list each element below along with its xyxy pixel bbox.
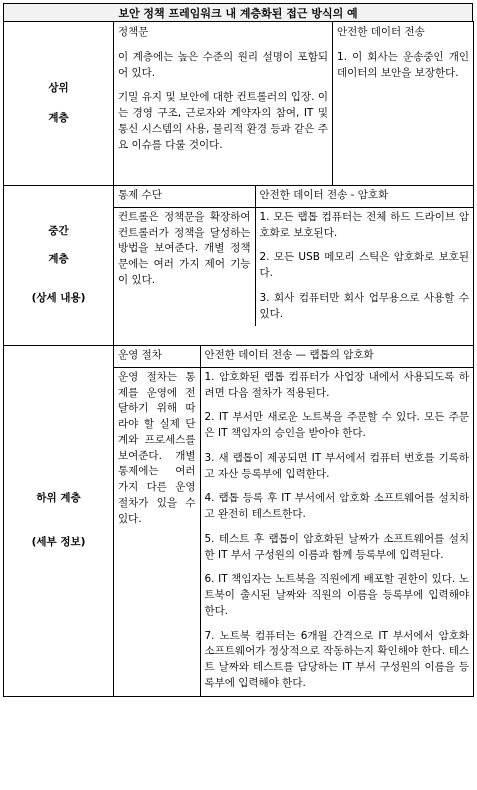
cell-heading: 안전한 데이터 전송 [337,26,425,38]
cell-paragraph: 5. 테스트 후 랩톱이 암호화된 날짜가 소프트웨어를 설치한 IT 부서 구성원의 이름과 함께 등록부에 입력된다. [204,532,469,561]
laptop-encryption-procedure-cell [200,346,473,696]
table-row-upper-layer [4,22,474,186]
cell-paragraph: 4. 랩톱 등록 후 IT 부서에서 암호화 소프트웨어를 설치하고 완전히 테스트한다. [204,492,469,520]
cell-paragraph: 이 계층에는 높은 수준의 원리 설명이 포함되어 있다. [118,50,328,79]
operating-procedures-cell [114,346,200,696]
row-label-lower-layer [4,346,114,697]
row-label-line: (세부 정보) [31,535,86,548]
cell-heading: 운영 절차 [114,346,200,368]
row-label-line: 상위 [48,81,69,94]
row-label-line: 중간 [48,224,69,237]
cell-paragraph: 3. 회사 컴퓨터만 회사 업무용으로 사용할 수 있다. [259,291,469,320]
cell-heading: 안전한 데이터 전송 - 암호화 [256,186,474,208]
cell-heading: 안전한 데이터 전송 — 랩톱의 암호화 [201,346,474,368]
cell-paragraph: 2. 모든 USB 메모리 스틱은 암호화로 보호된다. [259,251,469,279]
controls-cell [114,186,255,326]
cell-paragraph: 운영 절차는 통제를 운영에 전달하기 위해 따라야 할 실제 단계와 프로세스를 보여준다. 개별 통제에는 여러 가지 다른 운영 절차가 있을 수 있다. [118,370,196,525]
table-title: 보안 정책 프레임워크 내 계층화된 접근 방식의 예 [3,3,473,22]
procedure-subtable [114,346,473,696]
cell-paragraph: 3. 새 랩톱이 제공되면 IT 부서에서 컴퓨터 번호를 기록하고 자산 등록부에 입력한다. [204,451,469,480]
row-label-line: 하위 계층 [36,492,81,504]
row-label-line: 계층 [48,111,69,124]
cell-paragraph: 6. IT 책임자는 노트북을 직원에게 배포할 권한이 있다. 노트북이 출시된 날짜와 직원의 이름을 등록부에 입력해야 한다. [204,573,469,617]
table-row-middle-layer [4,186,474,346]
row-label-middle-layer [4,186,114,346]
control-subtable [114,186,473,326]
example-policy-cell [333,22,474,186]
procedure-cell-group [114,346,474,697]
policy-statement-cell [114,22,333,186]
table-row-lower-layer [4,346,474,697]
cell-heading: 정책문 [118,26,149,38]
row-label-line: (상세 내용) [31,292,86,305]
row-label-line: 계층 [48,252,69,265]
encryption-controls-cell [255,186,473,326]
policy-framework-table [3,21,474,697]
cell-paragraph: 1. 암호화된 랩톱 컴퓨터가 사업장 내에서 사용되도록 하려면 다음 절차가 적용된다. [204,370,469,399]
control-cell-group [114,186,474,346]
cell-paragraph: 7. 노트북 컴퓨터는 6개월 간격으로 IT 부서에서 암호화 소프트웨어가 정상적으로 작동하는지 확인해야 한다. 테스트 날짜와 테스트를 담당하는 IT 부서 구성원의 이름을 등록부에 입력해야 한다. [204,629,469,689]
row-label-upper-layer [4,22,114,186]
cell-heading: 통제 수단 [114,186,255,208]
cell-paragraph: 기밀 유지 및 보안에 대한 컨트롤러의 입장. 이는 경영 구조, 근로자와 계약자의 참여, IT 및 통신 시스템의 사용, 물리적 환경 등과 같은 주요 이슈를 다룰 것이다. [118,91,328,151]
cell-paragraph: 2. IT 부서만 새로운 노트북을 주문할 수 있다. 모든 주문은 IT 책임자의 승인을 받아야 한다. [204,411,469,439]
cell-paragraph: 1. 모든 랩톱 컴퓨터는 전체 하드 드라이브 암호화로 보호된다. [259,210,469,239]
cell-paragraph: 컨트롤은 정책문을 확장하여 컨트롤러가 정책을 달성하는 방법을 보여준다. 개별 정책문에는 여러 가지 제어 기능이 있다. [118,210,251,286]
cell-paragraph: 1. 이 회사는 운송중인 개인 데이터의 보안을 보장한다. [337,50,469,79]
